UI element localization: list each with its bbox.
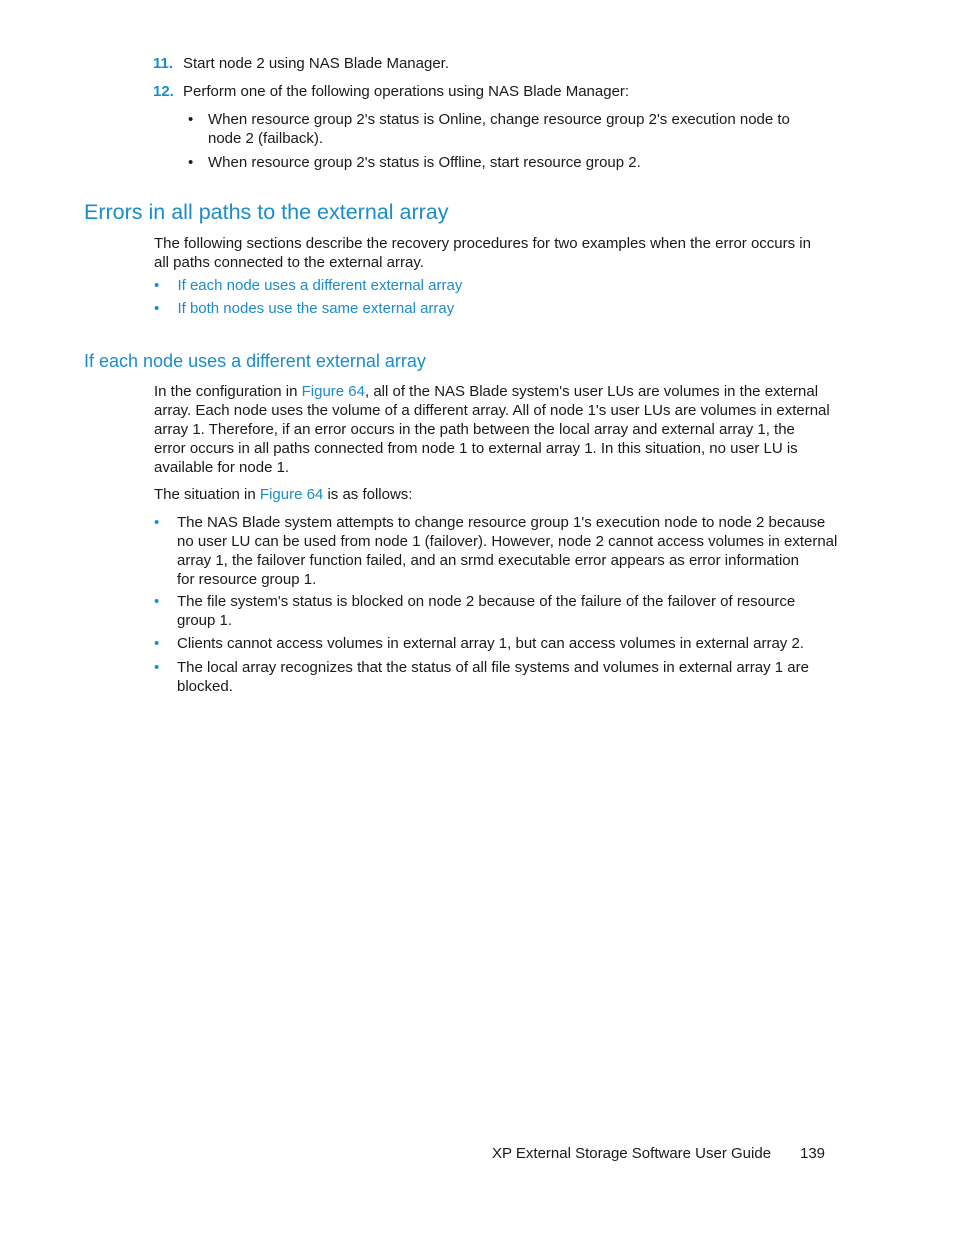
bullet-line: When resource group 2's status is Online, change resource group 2's execution node to xyxy=(208,111,790,128)
para-line: available for node 1. xyxy=(154,459,290,476)
para-text: In the configuration in xyxy=(154,383,302,400)
figure-64-link[interactable]: Figure 64 xyxy=(259,486,324,503)
subsection-para-1 xyxy=(154,382,844,477)
bullet-icon: • xyxy=(188,111,194,128)
bullet-line: blocked. xyxy=(177,678,233,695)
bullet-line: The NAS Blade system attempts to change resource group 1's execution node to node 2 because xyxy=(177,514,826,531)
bullet-line: no user LU can be used from node 1 (failover). However, node 2 cannot access volumes in external xyxy=(177,533,838,550)
bullet-icon: • xyxy=(154,593,160,610)
bullet-line: When resource group 2's status is Offline, start resource group 2. xyxy=(208,154,641,171)
para-line xyxy=(154,382,844,401)
step12-bullet-2 xyxy=(188,153,828,172)
subsection-title: If each node uses a different external array xyxy=(84,351,426,371)
section-intro xyxy=(154,234,834,272)
figure-64-link[interactable]: Figure 64 xyxy=(301,383,365,400)
bullet-line: node 2 (failback). xyxy=(208,130,324,147)
bullet-icon: • xyxy=(154,277,160,294)
footer-page-number: 139 xyxy=(800,1145,826,1162)
bullet-icon: • xyxy=(154,635,160,652)
bullet-line: array 1, the failover function failed, and an srmd executable error appears as error information xyxy=(177,552,799,569)
bullet-icon: • xyxy=(188,154,194,171)
para-text: is as follows: xyxy=(323,486,413,503)
subsection-bullet-4 xyxy=(154,658,844,696)
step-number: 12. xyxy=(153,83,174,100)
intro-line: all paths connected to the external array. xyxy=(154,254,424,271)
section-title: Errors in all paths to the external array xyxy=(84,200,449,224)
bullet-line: The local array recognizes that the status of all file systems and volumes in external array 1 are xyxy=(177,659,809,676)
para-line: error occurs in all paths connected from node 1 to external array 1. In this situation, no user LU is xyxy=(154,440,798,457)
para-text: The situation in xyxy=(154,486,260,503)
bullet-line: group 1. xyxy=(177,612,233,629)
step12-bullet-1 xyxy=(188,110,828,148)
bullet-line: The file system's status is blocked on node 2 because of the failure of the failover of resource xyxy=(177,593,796,610)
para-line: array 1. Therefore, if an error occurs in the path between the local array and external array 1, the xyxy=(154,421,795,438)
step-text: Perform one of the following operations using NAS Blade Manager: xyxy=(183,83,630,100)
step-number: 11. xyxy=(153,55,174,72)
bullet-line: Clients cannot access volumes in external array 1, but can access volumes in external array 2. xyxy=(177,635,804,652)
footer-guide-title: XP External Storage Software User Guide xyxy=(492,1145,772,1162)
subsection-bullet-1 xyxy=(154,513,844,589)
intro-line: The following sections describe the recovery procedures for two examples when the error occurs in xyxy=(154,235,811,252)
para-line: array. Each node uses the volume of a different array. All of node 1's user LUs are volumes in external xyxy=(154,402,830,419)
section-link-item-1 xyxy=(154,276,462,295)
step-text: Start node 2 using NAS Blade Manager. xyxy=(183,55,450,72)
subsection-para-2 xyxy=(154,485,412,504)
subsection-bullet-3 xyxy=(154,634,844,653)
link-same-array[interactable]: If both nodes use the same external array xyxy=(177,300,455,317)
section-link-item-2 xyxy=(154,299,454,318)
bullet-icon: • xyxy=(154,514,160,531)
bullet-line: for resource group 1. xyxy=(177,571,317,588)
bullet-icon: • xyxy=(154,300,160,317)
bullet-icon: • xyxy=(154,659,160,676)
link-different-array[interactable]: If each node uses a different external array xyxy=(177,277,463,294)
para-text: , all of the NAS Blade system's user LUs are volumes in the external xyxy=(364,383,819,400)
subsection-bullet-2 xyxy=(154,592,844,630)
step-12 xyxy=(153,82,629,101)
step-11 xyxy=(153,54,449,73)
